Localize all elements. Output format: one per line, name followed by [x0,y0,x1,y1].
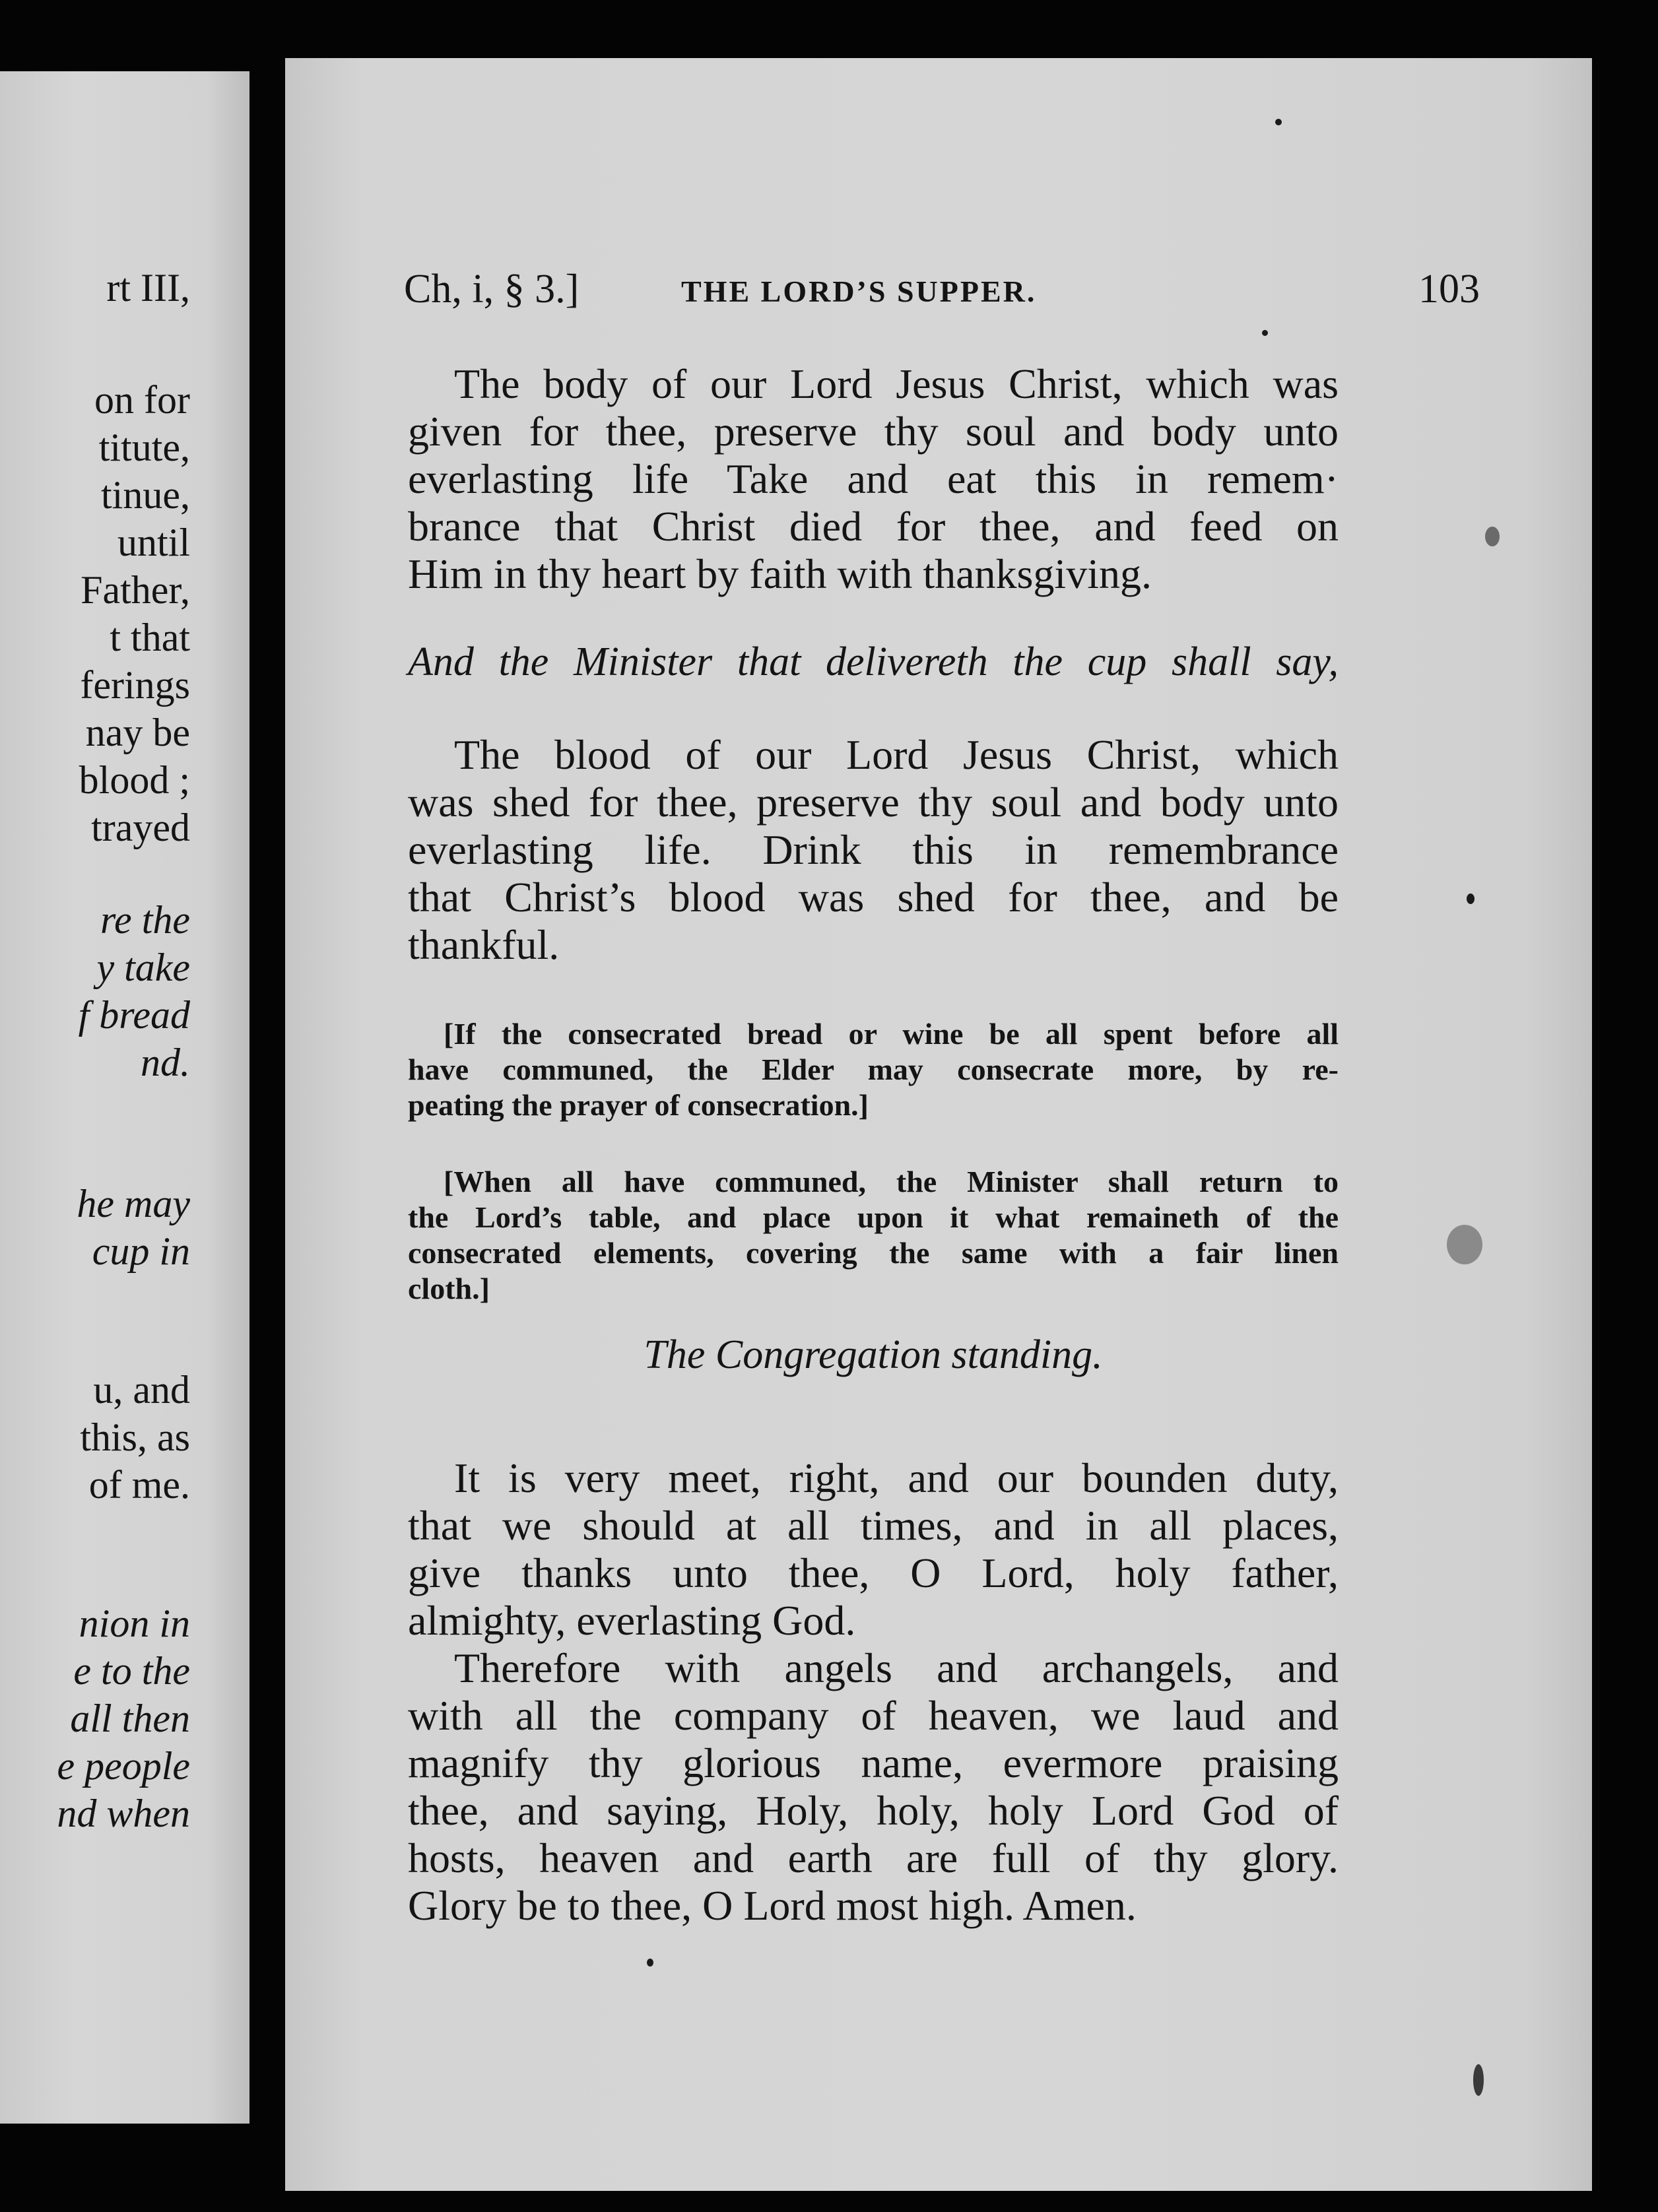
rubric-note-line: cloth.] [408,1272,490,1305]
running-head [404,266,1480,325]
body-line: was shed for thee, preserve thy soul and body unto [408,779,1339,826]
left-page-line: of me. [88,1463,190,1507]
body-line: everlasting life. Drink this in remembrance [408,826,1339,873]
rubric-note-line: [When all have communed, the Minister shall return to [444,1165,1339,1198]
body-line: Glory be to thee, O Lord most high. Amen. [408,1882,1137,1929]
scan-speck [1262,330,1268,336]
right-page [285,58,1592,2191]
body-line: thankful. [408,921,560,968]
body-line: magnify thy glorious name, evermore praising [408,1740,1339,1786]
body-line: almighty, everlasting God. [408,1597,856,1644]
left-page-line: rt III, [106,266,190,309]
scan-speck [1473,2064,1484,2096]
left-page [0,71,249,2124]
body-line: that we should at all times, and in all places, [408,1502,1339,1549]
left-page-line: t that [110,616,190,659]
rubric-note-line: [If the consecrated bread or wine be all spent before all [444,1017,1339,1051]
body-line: with all the company of heaven, we laud and [408,1692,1339,1739]
left-page-line: nd when [57,1792,190,1835]
left-page-line: Father, [81,568,190,612]
left-page-line: cup in [92,1229,190,1273]
left-page-line: e people [57,1744,190,1788]
body-line: Therefore with angels and archangels, and [454,1644,1339,1691]
left-page-line: until [117,521,190,564]
body-line: Him in thy heart by faith with thanksgiving. [408,550,1152,597]
rubric-note-line: consecrated elements, covering the same with a fair linen [408,1236,1339,1270]
body-line: hosts, heaven and earth are full of thy glory. [408,1835,1339,1881]
left-page-line: trayed [91,806,190,849]
rubric-note-line: the Lord’s table, and place upon it what remaineth of the [408,1200,1339,1234]
scan-speck [1447,1225,1482,1264]
body-line: that Christ’s blood was shed for thee, and be [408,874,1339,921]
page-number: 103 [1418,267,1480,311]
body-line: brance that Christ died for thee, and feed on [408,503,1339,550]
scan-speck [647,1959,653,1967]
rubric-note-line: peating the prayer of consecration.] [408,1088,869,1122]
rubric-minister-cup: And the Minister that delivereth the cup shall say, [408,639,1339,684]
chapter-section-ref: Ch, i, § 3.] [404,267,580,311]
body-line: The body of our Lord Jesus Christ, which was [454,360,1339,407]
left-page-line: nd. [141,1041,190,1084]
left-page-line: y take [96,946,190,989]
left-page-line: e to the [73,1649,190,1693]
left-page-line: on for [94,378,190,422]
left-page-line: blood ; [79,758,190,802]
left-page-line: ferings [80,663,190,707]
body-line: The blood of our Lord Jesus Christ, which [454,731,1339,778]
left-page-line: tinue, [101,473,190,517]
body-line: give thanks unto thee, O Lord, holy father, [408,1549,1339,1596]
scan-speck [1467,894,1475,904]
rubric-congregation-standing: The Congregation standing. [644,1332,1103,1377]
left-page-line: titute, [98,426,190,469]
left-page-line: nion in [79,1602,190,1645]
body-line: thee, and saying, Holy, holy, holy Lord God of [408,1787,1339,1834]
left-page-line: this, as [80,1415,190,1459]
left-page-line: u, and [93,1368,190,1412]
scan-speck [1485,527,1500,546]
running-title: THE LORD’S SUPPER. [681,275,1037,308]
left-page-line: all then [70,1697,190,1740]
body-line: everlasting life Take and eat this in remem· [408,455,1339,502]
scan-speck [1275,119,1282,125]
left-page-line: f bread [78,993,190,1037]
left-page-line: he may [77,1182,190,1225]
left-page-line: re the [100,898,190,942]
body-line: It is very meet, right, and our bounden duty, [454,1454,1339,1501]
body-line: given for thee, preserve thy soul and body unto [408,408,1339,455]
rubric-note-line: have communed, the Elder may consecrate more, by re- [408,1053,1339,1086]
left-page-line: nay be [85,711,190,754]
